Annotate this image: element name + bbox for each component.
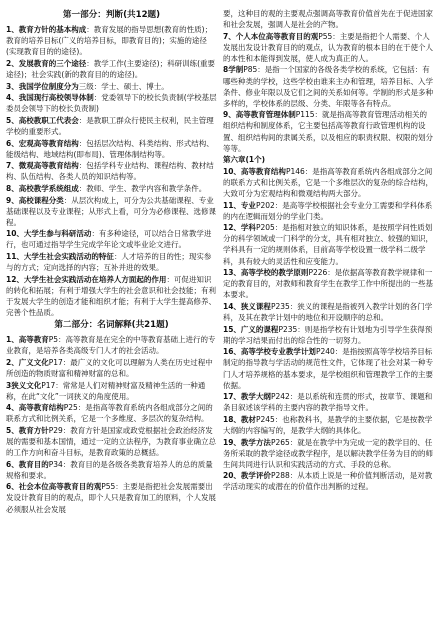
- item-body: ：包括学科专业结构、课程结构、教材结构、队伍结构、各类人员的知识结构等。: [6, 161, 214, 182]
- list-item: [223, 267, 434, 300]
- item-term: 2、发展教育的三个途径: [6, 58, 87, 68]
- list-item: [6, 380, 217, 402]
- item-term: 11、专业: [223, 200, 256, 210]
- item-term: 14、狭义课程: [223, 301, 271, 311]
- list-item: [223, 31, 434, 64]
- item-term: 16、高等学校专业教学计划: [223, 347, 316, 357]
- list-item: [223, 8, 434, 30]
- item-body: P265：就是在教学中为完成一定的教学目的、任务所采取的教学途径或教学程序，是以解决教学任务为目的的师生间共同进行认识和实践活动的方式、手段的总称。: [223, 437, 433, 469]
- item-term: 18、教材: [223, 414, 256, 424]
- list-item: [6, 481, 217, 514]
- item-body: P205：是指相对独立的知识体系，是按照学问性质划分的科学领域或一门科学的分支，具有相对独立、较强的知识，学科具有一定的规则体系，目前高等学校设置一级学科二级学科，具有较大的灵活性和应变能力。: [223, 223, 433, 266]
- item-body: P5：高等教育是在完全的中等教育基础上进行的专业教育，是培养各类高级专门人才的社会活动。: [6, 335, 216, 356]
- item-body: ：可促进知识的转化和拓展；有利于增强大学生的社会意识和社会技能；有利于发展大学生的创造才能和组织才能；有利于大学生提高修养、完善个性品质。: [6, 274, 216, 317]
- item-term: 4、高等教育结构: [6, 403, 64, 413]
- item-body: P226：是依据高等教育教学规律和一定的教育目的，对教师和教育学生在教学工作中所提出的一些基本要求。: [223, 268, 433, 300]
- chapter-heading: [223, 154, 434, 165]
- item-body: P17：最广义的文化可以理解为人类在历史过程中所创造的物质财富和精神财富的总和。: [6, 357, 213, 378]
- right-column: [223, 8, 434, 614]
- item-term: 1、高等教育: [6, 335, 49, 345]
- list-item: [223, 391, 434, 413]
- list-item: [223, 346, 434, 390]
- list-item: [223, 222, 434, 266]
- list-item: [223, 301, 434, 323]
- item-term: 15、广义的课程: [223, 324, 279, 334]
- item-term: 17、教学大纲: [223, 392, 271, 402]
- item-term: 7、微观高等教育结构: [6, 161, 79, 171]
- item-body: P115：就是指高等教育管理活动相关的组织结构和制度体系，它主要包括高等教育行政管理机构的设置、组织结构间的隶属关系，以及相应的职责权限、权限的划分等等。: [223, 110, 433, 153]
- item-body: P288：从本质上说是一种价值判断活动，是对教学活动现实的或潜在的价值作出判断的过程。: [223, 471, 433, 492]
- item-term: 13、高等学校的教学原则: [223, 268, 309, 278]
- list-item: [6, 138, 217, 160]
- item-body: ：包括层次结构、科类结构、形式结构、能级结构、地域结构(即布局)、管理体制结构等。: [6, 138, 214, 159]
- list-item: [6, 251, 217, 273]
- list-item: [6, 24, 217, 57]
- item-term: 第六章(1个): [223, 155, 266, 165]
- item-body: ：是教职工群众行使民主权利，民主管理学校的重要形式。: [6, 115, 214, 136]
- list-item: [6, 425, 217, 458]
- item-body: ：教师、学生、教学内容和教学条件。: [78, 183, 207, 193]
- item-body: P146：是指高等教育系统内各组成部分之间的联系方式和比例关系，它是一个多维层次的复杂的综合结构，大致可分为宏观结构和微观结构两大部分。: [223, 166, 433, 198]
- list-item: [6, 195, 217, 228]
- item-body: 要，这种目的观的主要观点强调高等教育价值首先在于促进国家和社会发展，强调人是社会的产物。: [223, 9, 433, 30]
- item-body: ：教学工作(主要途径)；科研训练(重要途径)；社会实践(新的教育目的的途径)。: [6, 58, 215, 79]
- list-item: [6, 459, 217, 481]
- item-body: P25：是指高等教育系统内各组成部分之间的联系方式和比例关系，它是一个多维度、多层次的复杂结构。: [6, 403, 213, 424]
- item-term: 8、高校教学系统组成: [6, 183, 79, 193]
- item-term: 10、大学生参与科研活动: [6, 229, 92, 239]
- section-title: 第二部分：名词解释(共21题): [54, 320, 169, 331]
- list-item: [6, 357, 217, 379]
- item-body: P17：常常是人们对精神财富及精神生活的一种通称，在此“文化”一词狭义的角度使用。: [6, 380, 206, 401]
- item-term: 20、教学评价: [223, 471, 271, 481]
- item-body: P29：教育方针是国家或政党根据社会政治经济发展的需要和基本国情，通过一定的立法程序，为教育事业确立总的工作方向和奋斗目标，是教育政策的总概括。: [6, 425, 216, 458]
- item-term: 6、社会本位高等教育目的观: [6, 482, 102, 492]
- list-item: [223, 470, 434, 492]
- section-title: 第一部分：判断(共12题): [62, 10, 161, 20]
- item-term: 2、广义文化: [6, 357, 49, 367]
- item-term: 3、我国学位制度分为: [6, 81, 79, 91]
- item-body: P34：教育目的是各级各类教育培养人的总的质量规格和要求。: [6, 459, 213, 480]
- list-item: [223, 166, 434, 199]
- item-term: 12、学科: [223, 223, 256, 233]
- list-item: [6, 115, 217, 137]
- item-term: 19、教学方法: [223, 437, 271, 447]
- item-term: 3狭义文化: [6, 380, 42, 390]
- list-item: [223, 109, 434, 153]
- section-judgment: [6, 10, 217, 318]
- item-term: 4、我国现行高校领导体制: [6, 93, 94, 103]
- item-term: 5、高校教职工代表会: [6, 115, 79, 125]
- item-term: 9、高等教育管理体制: [223, 110, 296, 120]
- item-body: 三级：学士、硕士、博士。: [78, 81, 169, 91]
- list-item: [6, 160, 217, 182]
- item-body: P85：是指一个国家的各级各类学校的系统，它包括：有哪些种类的学校，这些学校由谁来主办和管理，培养目标、入学条件、修业年限以及它们之间的关系如何等。学制的形式是多种多样的，学校体系的层级、分类、年限等各有特点。: [223, 65, 433, 108]
- item-body: P235：则是指学校有计划地为引导学生获得预期的学习结果而付出的综合性的一切努力。: [223, 324, 433, 345]
- item-term: 7、个人本位高等教育目的观: [223, 31, 319, 41]
- section-definitions: [6, 320, 217, 515]
- item-term: 1、教育方针的基本构成: [6, 25, 87, 35]
- item-body: P235：狭义的课程是指被列入教学计划的各门学科，及其在教学计划中的地位和开设顺序的总和。: [223, 301, 433, 323]
- list-item: [6, 92, 217, 114]
- item-term: 8学制: [223, 65, 244, 75]
- list-item: [6, 58, 217, 80]
- list-item: [223, 64, 434, 108]
- item-body: P55：主要是指把个人需要、个人发展出发设计教育目的的观点，认为教育的根本目的在于使个人的本性和本能得到发展，使人成为真正的人。: [223, 31, 433, 63]
- list-item: [6, 228, 217, 250]
- list-item: [6, 183, 217, 194]
- list-item: [6, 81, 217, 92]
- list-item: [6, 274, 217, 318]
- item-term: 12、大学生社会实践活动在培养人方面起的作用: [6, 274, 167, 284]
- item-term: 6、教育目的: [6, 459, 49, 469]
- item-body: P55：主要是指把社会发展需要出发设计教育目的的观点，即个人只是教育加工的原料，个人发展必须服从社会发展: [6, 482, 216, 514]
- list-item: [6, 334, 217, 356]
- item-term: 10、高等教育结构: [223, 166, 286, 176]
- item-body: ：有多种途径，可以结合日常教学进行，也可通过指导学生完成学年论文或毕业论文进行。: [6, 229, 212, 250]
- item-term: 6、宏观高等教育结构: [6, 138, 79, 148]
- item-term: 11、大学生社会实践活动的特征: [6, 251, 114, 261]
- list-item: [223, 200, 434, 222]
- left-column: [6, 8, 217, 614]
- item-body: P202：是高等学校根据社会专业分工需要和学科体系的内在逻辑而划分的学业门类。: [223, 200, 433, 221]
- item-body: P245：也称教科书，是教学的主要依据，它是按教学大纲的内容编写的，是教学大纲的具体化。: [223, 414, 433, 435]
- list-item: [6, 402, 217, 424]
- item-body: P240：是指按照高等学校培养目标制定的指导教与学活动的规范性文件，它体现了社会对某一种专门人才培养规格的基本要求，是学校组织和管理教学工作的主要依据。: [223, 347, 433, 390]
- item-term: 5、教育方针: [6, 425, 49, 435]
- list-item: [223, 437, 434, 470]
- item-term: 9、高校课程分类: [6, 195, 64, 205]
- item-body: ：党委领导下的校长负责制(学校基层委员会领导下的校长负责制): [6, 93, 217, 114]
- item-body: ：人才培养的目的性；现实参与的方式；定向选择的内容；互补并进的效果。: [6, 251, 212, 273]
- list-item: [223, 414, 434, 436]
- item-body: ：教育发展的指导思想(教育的性质)；教育的培养目标(广义的培养目标，即教育目的)；实施的途径(实现教育目的的途径)。: [6, 25, 213, 57]
- item-body: ：从层次构成上，可分为公共基础课程、专业基础课程以及专业课程；从形式上看，可分为必修课程、选修课程。: [6, 195, 216, 227]
- list-item: [223, 324, 434, 346]
- item-body: P242：是以系统和连贯的形式，按章节、课题和条目叙述该学科的主要内容的教学指导文件。: [223, 392, 433, 413]
